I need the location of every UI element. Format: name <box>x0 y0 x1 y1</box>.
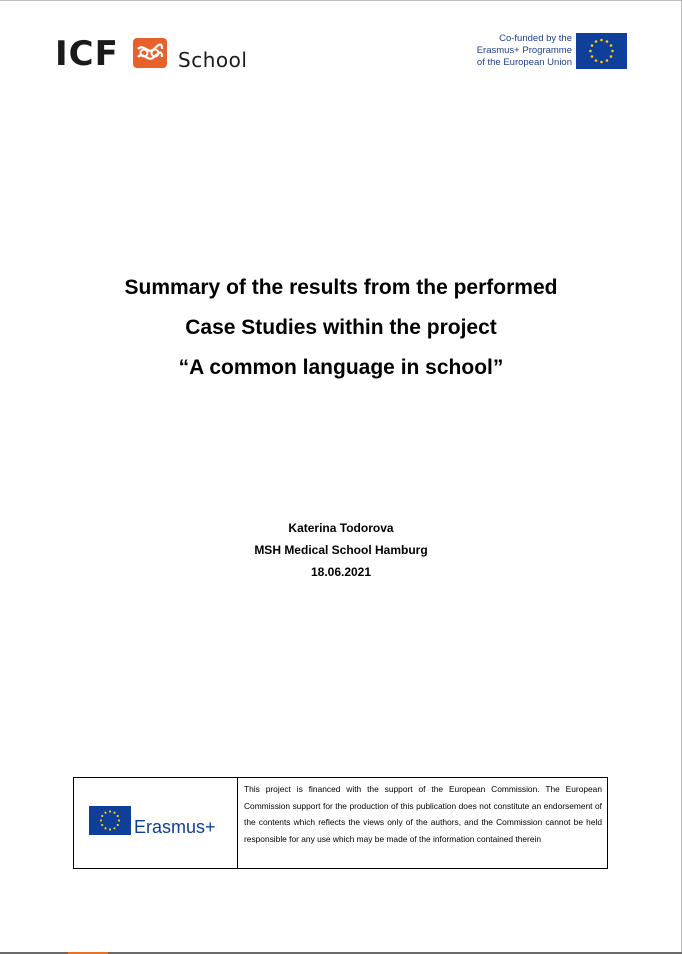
eu-flag-icon <box>576 33 627 69</box>
document-title <box>0 268 682 388</box>
icf-logo-text: ICF <box>55 34 119 74</box>
cofunded-line: of the European Union <box>476 57 572 68</box>
author-institution: MSH Medical School Hamburg <box>254 543 428 557</box>
document-date: 18.06.2021 <box>310 565 372 579</box>
title-line: Summary of the results from the performed <box>124 276 558 299</box>
cofunded-line: Erasmus+ Programme <box>476 45 572 56</box>
erasmus-logo-cell <box>74 778 238 868</box>
author-name: Katerina Todorova <box>288 521 394 535</box>
title-line: “A common language in school” <box>178 356 504 379</box>
title-line: Case Studies within the project <box>185 316 497 339</box>
funding-disclaimer-table <box>73 777 608 869</box>
cofunded-line: Co-funded by the <box>499 33 572 44</box>
cofunded-text <box>477 33 572 69</box>
eu-cofunded-logo <box>440 31 630 71</box>
page-border <box>0 0 682 1</box>
disclaimer-text: This project is financed with the support of the European Commission. The European Commission support for the production of this publication does not constitute an endorsement of the contents which reflects the views only of the authors, and the Commission cannot be held responsible for any use which may be made of the information contained therein <box>244 784 602 844</box>
author-block <box>0 517 682 583</box>
eu-flag-icon <box>89 806 131 835</box>
icf-logo-subtext: School <box>178 48 248 72</box>
icf-knot-icon <box>133 38 167 68</box>
erasmus-logo-text: Erasmus+ <box>134 817 216 837</box>
